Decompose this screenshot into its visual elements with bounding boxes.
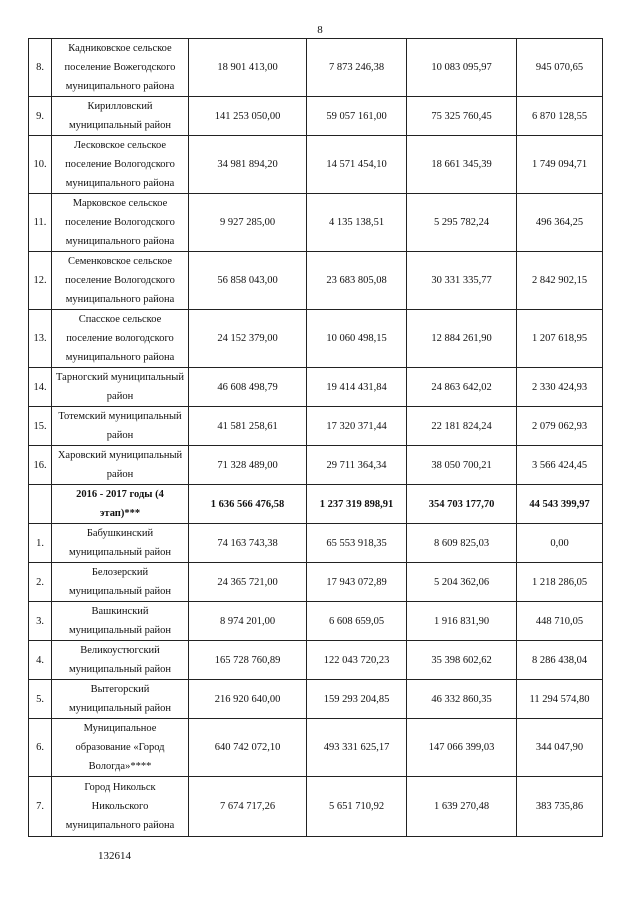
regional-amount: 30 331 335,77	[407, 252, 517, 310]
row-number: 12.	[29, 252, 52, 310]
federal-amount: 17 320 371,44	[307, 407, 407, 446]
regional-amount: 35 398 602,62	[407, 641, 517, 680]
row-number: 3.	[29, 602, 52, 641]
row-number	[29, 485, 52, 524]
total-amount: 24 365 721,00	[189, 563, 307, 602]
municipality-name: Марковское сельское поселение Вологодского муниципального района	[52, 194, 189, 252]
regional-amount: 46 332 860,35	[407, 680, 517, 719]
municipality-name: Тотемский муниципальный район	[52, 407, 189, 446]
total-amount: 640 742 072,10	[189, 719, 307, 777]
local-amount: 44 543 399,97	[517, 485, 603, 524]
table-row	[29, 777, 603, 837]
federal-amount: 7 873 246,38	[307, 39, 407, 97]
row-number: 6.	[29, 719, 52, 777]
municipality-name: Спасское сельское поселение вологодского муниципального района	[52, 310, 189, 368]
table-row	[29, 602, 603, 641]
federal-amount: 6 608 659,05	[307, 602, 407, 641]
municipality-name: Семенковское сельское поселение Вологодского муниципального района	[52, 252, 189, 310]
stage-total-row	[29, 485, 603, 524]
local-amount: 8 286 438,04	[517, 641, 603, 680]
municipality-name: Великоустюгский муниципальный район	[52, 641, 189, 680]
row-number: 15.	[29, 407, 52, 446]
municipality-name: Вытегорский муниципальный район	[52, 680, 189, 719]
local-amount: 0,00	[517, 524, 603, 563]
total-amount: 46 608 498,79	[189, 368, 307, 407]
local-amount: 2 079 062,93	[517, 407, 603, 446]
table-row	[29, 641, 603, 680]
regional-amount: 5 204 362,06	[407, 563, 517, 602]
federal-amount: 14 571 454,10	[307, 136, 407, 194]
row-number: 2.	[29, 563, 52, 602]
total-amount: 18 901 413,00	[189, 39, 307, 97]
total-amount: 71 328 489,00	[189, 446, 307, 485]
federal-amount: 493 331 625,17	[307, 719, 407, 777]
regional-amount: 354 703 177,70	[407, 485, 517, 524]
table-row	[29, 252, 603, 310]
federal-amount: 122 043 720,23	[307, 641, 407, 680]
local-amount: 383 735,86	[517, 777, 603, 837]
federal-amount: 1 237 319 898,91	[307, 485, 407, 524]
local-amount: 448 710,05	[517, 602, 603, 641]
regional-amount: 147 066 399,03	[407, 719, 517, 777]
federal-amount: 23 683 805,08	[307, 252, 407, 310]
local-amount: 1 218 286,05	[517, 563, 603, 602]
table-row	[29, 407, 603, 446]
local-amount: 496 364,25	[517, 194, 603, 252]
federal-amount: 5 651 710,92	[307, 777, 407, 837]
page-number: 8	[317, 24, 323, 36]
table-row	[29, 563, 603, 602]
table-row	[29, 719, 603, 777]
regional-amount: 1 639 270,48	[407, 777, 517, 837]
total-amount: 7 674 717,26	[189, 777, 307, 837]
row-number: 5.	[29, 680, 52, 719]
federal-amount: 29 711 364,34	[307, 446, 407, 485]
total-amount: 1 636 566 476,58	[189, 485, 307, 524]
local-amount: 2 330 424,93	[517, 368, 603, 407]
local-amount: 945 070,65	[517, 39, 603, 97]
stage-title: 2016 - 2017 годы (4 этап)***	[52, 485, 189, 524]
local-amount: 2 842 902,15	[517, 252, 603, 310]
total-amount: 9 927 285,00	[189, 194, 307, 252]
regional-amount: 38 050 700,21	[407, 446, 517, 485]
table-row	[29, 680, 603, 719]
total-amount: 24 152 379,00	[189, 310, 307, 368]
row-number: 11.	[29, 194, 52, 252]
local-amount: 1 749 094,71	[517, 136, 603, 194]
total-amount: 56 858 043,00	[189, 252, 307, 310]
municipality-name: Бабушкинский муниципальный район	[52, 524, 189, 563]
municipality-name: Тарногский муниципальный район	[52, 368, 189, 407]
row-number: 9.	[29, 97, 52, 136]
municipality-name: Город Никольск Никольского муниципального района	[52, 777, 189, 837]
municipality-name: Лесковское сельское поселение Вологодского муниципального района	[52, 136, 189, 194]
row-number: 13.	[29, 310, 52, 368]
total-amount: 8 974 201,00	[189, 602, 307, 641]
table-row	[29, 368, 603, 407]
total-amount: 216 920 640,00	[189, 680, 307, 719]
regional-amount: 22 181 824,24	[407, 407, 517, 446]
local-amount: 3 566 424,45	[517, 446, 603, 485]
municipality-name: Белозерский муниципальный район	[52, 563, 189, 602]
row-number: 16.	[29, 446, 52, 485]
municipality-name: Кирилловский муниципальный район	[52, 97, 189, 136]
federal-amount: 19 414 431,84	[307, 368, 407, 407]
regional-amount: 18 661 345,39	[407, 136, 517, 194]
row-number: 4.	[29, 641, 52, 680]
total-amount: 41 581 258,61	[189, 407, 307, 446]
table-row	[29, 136, 603, 194]
table-row	[29, 97, 603, 136]
federal-amount: 4 135 138,51	[307, 194, 407, 252]
total-amount: 74 163 743,38	[189, 524, 307, 563]
regional-amount: 10 083 095,97	[407, 39, 517, 97]
municipality-name: Кадниковское сельское поселение Вожегодского муниципального района	[52, 39, 189, 97]
regional-amount: 8 609 825,03	[407, 524, 517, 563]
local-amount: 344 047,90	[517, 719, 603, 777]
federal-amount: 59 057 161,00	[307, 97, 407, 136]
local-amount: 11 294 574,80	[517, 680, 603, 719]
table-row	[29, 194, 603, 252]
total-amount: 141 253 050,00	[189, 97, 307, 136]
federal-amount: 159 293 204,85	[307, 680, 407, 719]
federal-amount: 17 943 072,89	[307, 563, 407, 602]
municipality-name: Харовский муниципальный район	[52, 446, 189, 485]
total-amount: 34 981 894,20	[189, 136, 307, 194]
table-row	[29, 310, 603, 368]
regional-amount: 24 863 642,02	[407, 368, 517, 407]
local-amount: 6 870 128,55	[517, 97, 603, 136]
row-number: 10.	[29, 136, 52, 194]
total-amount: 165 728 760,89	[189, 641, 307, 680]
regional-amount: 1 916 831,90	[407, 602, 517, 641]
row-number: 1.	[29, 524, 52, 563]
row-number: 14.	[29, 368, 52, 407]
local-amount: 1 207 618,95	[517, 310, 603, 368]
row-number: 7.	[29, 777, 52, 837]
federal-amount: 10 060 498,15	[307, 310, 407, 368]
table-row	[29, 39, 603, 97]
federal-amount: 65 553 918,35	[307, 524, 407, 563]
row-number: 8.	[29, 39, 52, 97]
table-row	[29, 446, 603, 485]
regional-amount: 75 325 760,45	[407, 97, 517, 136]
municipality-name: Муниципальное образование «Город Вологда»****	[52, 719, 189, 777]
budget-table	[28, 38, 603, 837]
municipality-name: Вашкинский муниципальный район	[52, 602, 189, 641]
table-row	[29, 524, 603, 563]
document-code: 132614	[98, 850, 131, 862]
regional-amount: 12 884 261,90	[407, 310, 517, 368]
regional-amount: 5 295 782,24	[407, 194, 517, 252]
